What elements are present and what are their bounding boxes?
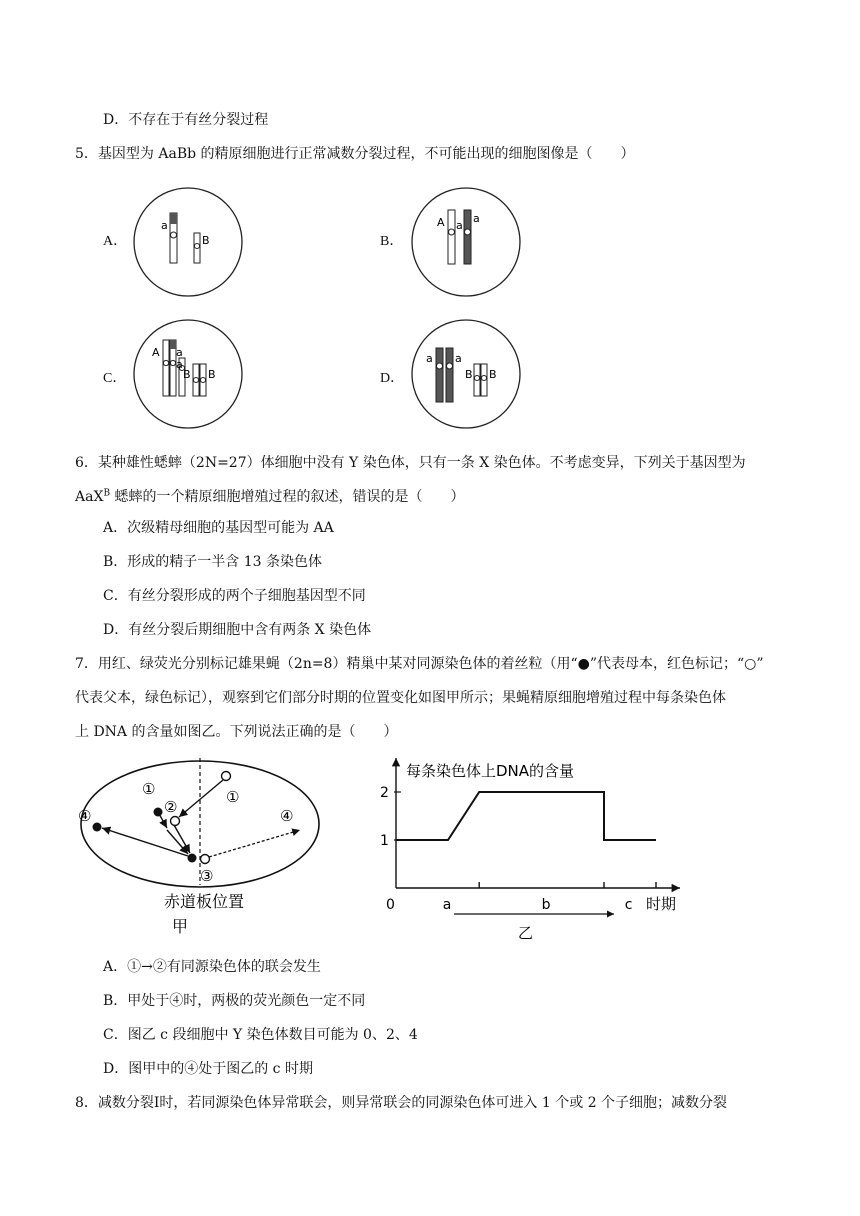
marker-3: ③ <box>200 867 214 885</box>
q7-stem-line-1: 7．用红、绿荧光分别标记雄果蝇（2n=8）精巢中某对同源染色体的着丝粒（用“●”代表母本，红色标记；“○” <box>75 656 764 672</box>
marker-4-right: ④ <box>280 807 294 825</box>
chart-title: 每条染色体上DNA的含量 <box>406 762 575 780</box>
figure-jia-caption: 甲 <box>172 917 189 936</box>
q5-cell-c-label-3: a <box>176 358 183 371</box>
paternal-centromere-2 <box>171 817 180 826</box>
q6-stem-line-2 <box>75 487 465 507</box>
maternal-centromere-4 <box>93 823 102 832</box>
q5-cell-d-label-1: a <box>426 352 433 365</box>
q5-cell-d-label-4: B <box>489 368 497 381</box>
q5-cell-c-label-4: B <box>183 368 191 381</box>
q7-option-c: C．图乙 c 段细胞中 Y 染色体数目可能为 0、2、4 <box>103 1027 418 1043</box>
q5-cell-a-label-2: B <box>202 234 210 247</box>
q5-option-b-label: B． <box>380 234 404 249</box>
q6-option-d: D．有丝分裂后期细胞中含有两条 X 染色体 <box>103 622 372 638</box>
q5-option-a-label: A． <box>103 234 128 249</box>
q7-option-a: A．①→②有同源染色体的联会发生 <box>103 959 321 975</box>
q5-cell-d-label-3: B <box>465 368 473 381</box>
q7-figure-jia <box>78 758 328 938</box>
q5-cell-b-label-3: a <box>473 212 480 225</box>
marker-1-left: ① <box>142 780 156 798</box>
q6-genotype: AaX <box>75 489 104 505</box>
paternal-centromere-3 <box>201 855 210 864</box>
q5-cell-c-label-2: a <box>176 346 183 359</box>
marker-4-left: ④ <box>78 807 92 825</box>
q5-cell-d-label-2: a <box>455 352 462 365</box>
q5-cell-b-label-1: A <box>437 216 445 229</box>
q5-cell-b-figure <box>410 186 522 298</box>
q5-option-c-label: C． <box>103 371 127 386</box>
chart-caption: 乙 <box>518 924 534 942</box>
x-axis-label: 时期 <box>646 895 677 913</box>
q5-cell-a-label-1: a <box>161 219 168 232</box>
marker-2: ② <box>164 798 178 816</box>
q6-stem-line-2-rest: 蟋蟀的一个精原细胞增殖过程的叙述，错误的是（ ） <box>110 489 465 505</box>
q8-stem-line-1: 8．减数分裂Ⅰ时，若同源染色体异常联会，则异常联会的同源染色体可进入 1 个或 2 个子细胞；减数分裂 <box>75 1095 728 1111</box>
q5-cell-c-label-5: B <box>208 368 216 381</box>
q7-option-b: B．甲处于④时，两极的荧光颜色一定不同 <box>103 993 366 1009</box>
q6-option-c: C．有丝分裂形成的两个子细胞基因型不同 <box>103 588 366 604</box>
equator-plate-label: 赤道板位置 <box>164 892 245 911</box>
q4-option-d: D．不存在于有丝分裂过程 <box>103 112 269 128</box>
q5-cell-c-figure <box>132 318 244 430</box>
marker-1-right: ① <box>226 788 240 806</box>
q5-cell-b-label-2: a <box>456 219 463 232</box>
q7-option-d: D．图甲中的④处于图乙的 c 时期 <box>103 1061 313 1077</box>
q5-cell-d-figure <box>410 318 522 430</box>
q5-cell-c-label-1: A <box>152 346 160 359</box>
maternal-centromere-3 <box>188 854 197 863</box>
q7-figure-yi-chart <box>378 752 694 942</box>
x-tick-label: c <box>624 897 633 913</box>
x-tick-label: 0 <box>386 897 395 913</box>
q5-cell-a-figure <box>132 186 244 298</box>
q6-genotype-superscript: B <box>103 488 111 499</box>
q7-stem-line-3: 上 DNA 的含量如图乙。下列说法正确的是（ ） <box>75 724 398 740</box>
q6-stem-line-1: 6．某种雄性蟋蟀（2N=27）体细胞中没有 Y 染色体，只有一条 X 染色体。不考虑变异，下列关于基因型为 <box>75 455 746 471</box>
q5-option-d-label: D． <box>380 371 405 386</box>
y-tick-label: 2 <box>380 785 389 801</box>
x-tick-label: a <box>442 897 452 913</box>
q6-option-b: B．形成的精子一半含 13 条染色体 <box>103 554 323 570</box>
q5-stem: 5．基因型为 AaBb 的精原细胞进行正常减数分裂过程，不可能出现的细胞图像是（ ） <box>75 146 635 162</box>
x-tick-label: b <box>541 897 551 913</box>
series-line <box>396 792 656 840</box>
y-tick-label: 1 <box>380 833 389 849</box>
q7-stem-line-2: 代表父本，绿色标记），观察到它们部分时期的位置变化如图甲所示；果蝇精原细胞增殖过程中每条染色体 <box>75 690 726 706</box>
paternal-centromere-1 <box>222 772 231 781</box>
q6-option-a: A．次级精母细胞的基因型可能为 AA <box>103 520 334 536</box>
